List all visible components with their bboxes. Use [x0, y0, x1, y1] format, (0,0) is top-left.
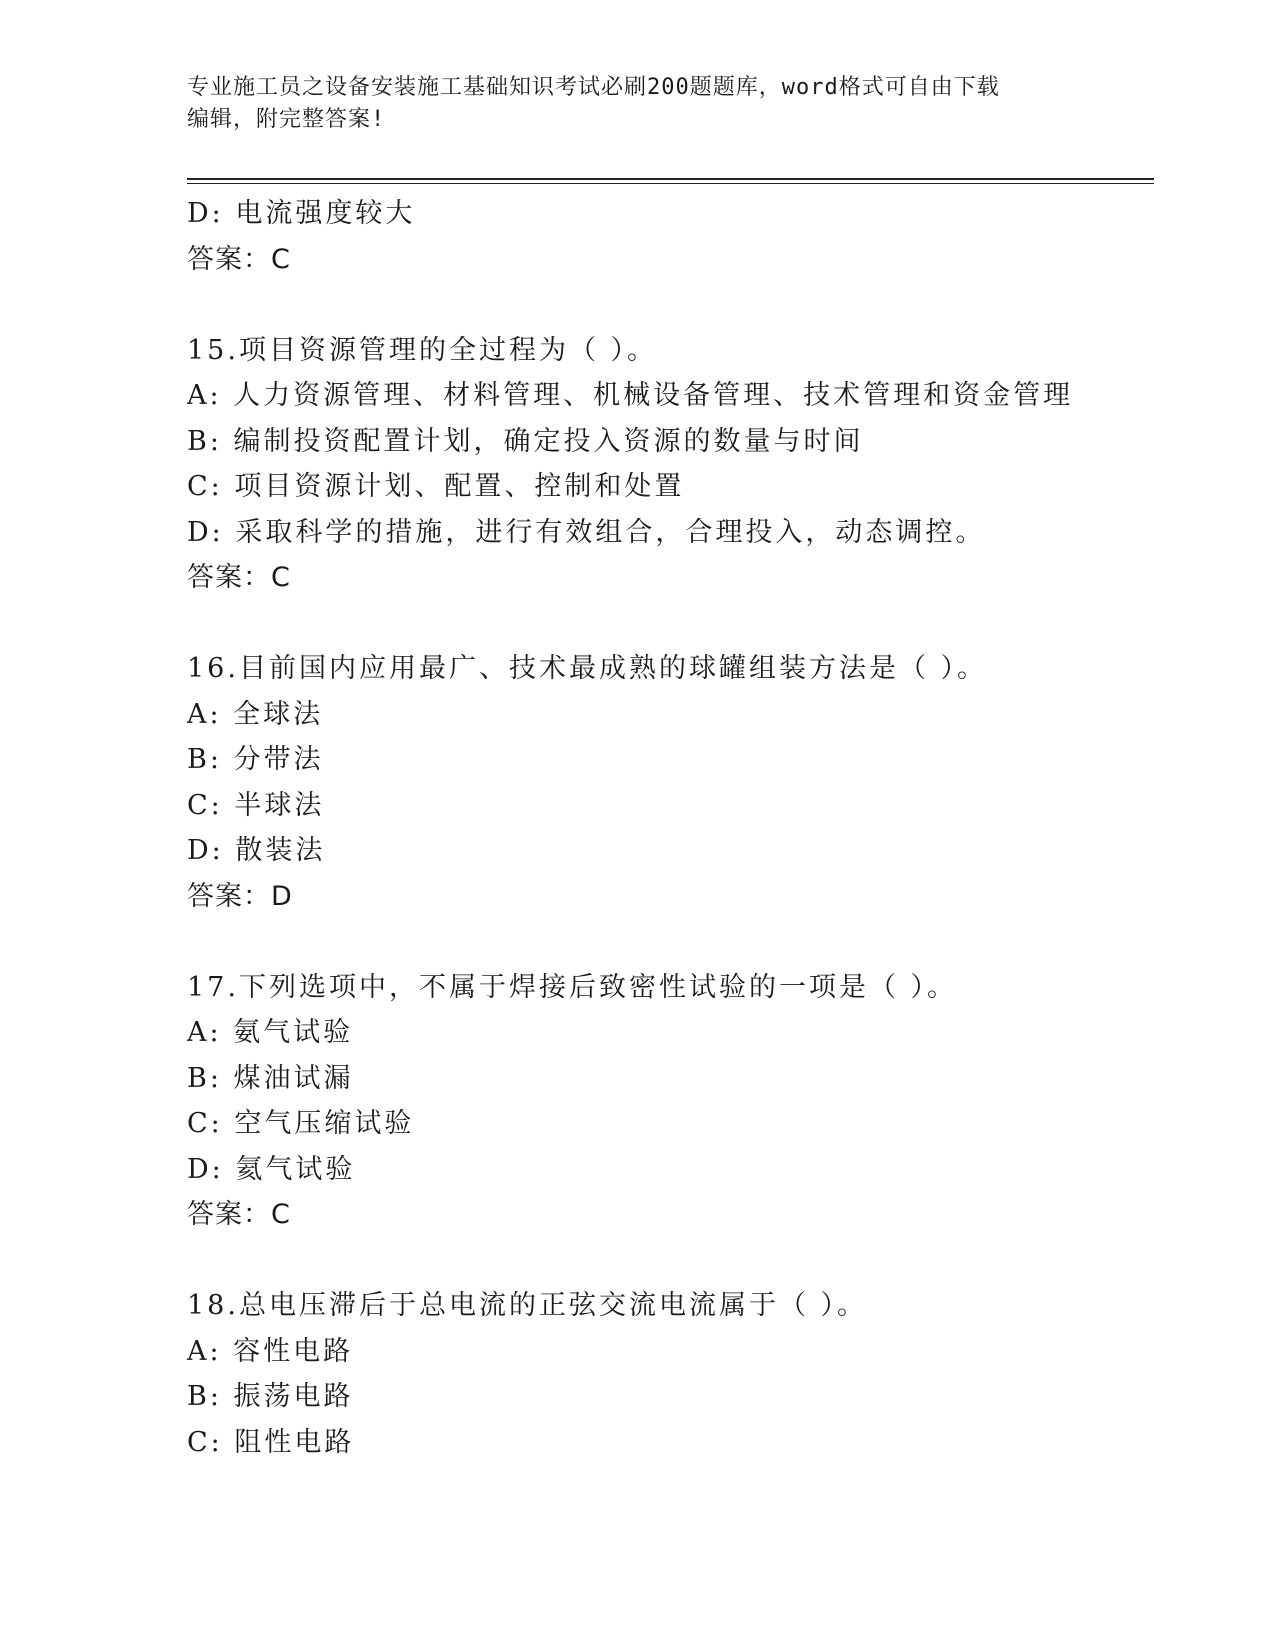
header-divider-thick — [187, 178, 1154, 180]
question-list — [187, 191, 1147, 1465]
spacer — [187, 282, 1147, 328]
option-a: A: 氨气试验 — [187, 1017, 354, 1048]
option-d: D: 氦气试验 — [187, 1153, 356, 1185]
question-stem: 16.目前国内应用最广、技术最成熟的球罐组装方法是（ ）。 — [187, 653, 988, 684]
option-c: C: 半球法 — [187, 789, 325, 821]
option-b: B: 分带法 — [187, 744, 324, 775]
option-a: A: 全球法 — [187, 698, 324, 730]
question-stem: 18.总电压滞后于总电流的正弦交流电流属于（ ）。 — [187, 1290, 868, 1321]
spacer — [187, 601, 1147, 647]
option-c: C: 阻性电路 — [187, 1426, 355, 1458]
header-divider-thin — [187, 183, 1154, 184]
document-header — [187, 72, 1087, 136]
option-b: B: 煤油试漏 — [187, 1062, 354, 1094]
answer-line: 答案：C — [187, 562, 291, 593]
question-stem: 17.下列选项中，不属于焊接后致密性试验的一项是（ ）。 — [187, 971, 958, 1003]
spacer — [187, 1238, 1147, 1284]
option-d: D: 采取科学的措施，进行有效组合，合理投入，动态调控。 — [187, 516, 986, 548]
answer-line: 答案：C — [187, 1199, 291, 1230]
option-b: B: 振荡电路 — [187, 1381, 354, 1412]
option-c: C: 项目资源计划、配置、控制和处置 — [187, 471, 685, 502]
option-d: D: 电流强度较大 — [187, 198, 416, 229]
header-title-line-1: 专业施工员之设备安装施工基础知识考试必刷200题题库，word格式可自由下载 — [187, 75, 1000, 100]
option-a: A: 容性电路 — [187, 1335, 354, 1367]
answer-line: 答案：C — [187, 243, 291, 275]
spacer — [187, 919, 1147, 965]
option-c: C: 空气压缩试验 — [187, 1108, 415, 1139]
question-stem: 15.项目资源管理的全过程为（ ）。 — [187, 334, 658, 366]
option-a: A: 人力资源管理、材料管理、机械设备管理、技术管理和资金管理 — [187, 380, 1074, 411]
option-d: D: 散装法 — [187, 835, 326, 866]
header-title-line-2: 编辑，附完整答案! — [187, 107, 386, 132]
option-b: B: 编制投资配置计划，确定投入资源的数量与时间 — [187, 425, 864, 457]
answer-line: 答案：D — [187, 880, 293, 912]
